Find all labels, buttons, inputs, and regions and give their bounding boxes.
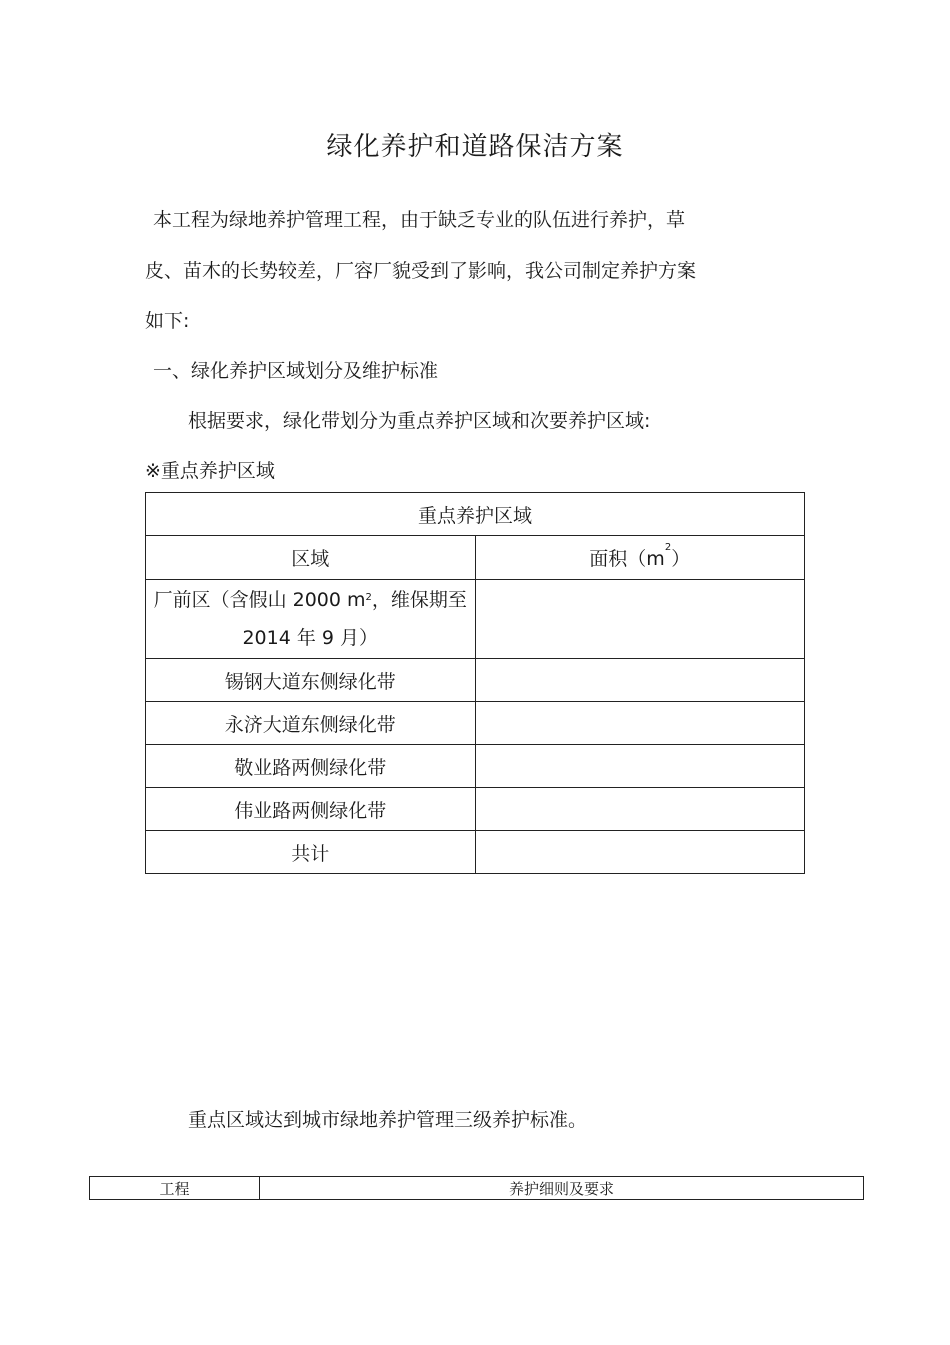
table-caption: 重点养护区域 (146, 493, 805, 536)
size-cell (475, 580, 805, 659)
area-cell: 伟业路两侧绿化带 (146, 788, 476, 831)
area-cell: 敬业路两侧绿化带 (146, 745, 476, 788)
area-cell-text: 厂前区（含假山 2000 m (153, 589, 366, 611)
column-header-size (475, 536, 805, 580)
section-1-paragraph: 根据要求，绿化带划分为重点养护区域和次要养护区域: (188, 410, 651, 432)
table-row (146, 702, 805, 745)
maintenance-spec-table (89, 1176, 864, 1200)
table-header-row (90, 1177, 864, 1200)
intro-paragraph-line-1: 本工程为绿地养护管理工程，由于缺乏专业的队伍进行养护，草 (153, 209, 686, 231)
intro-paragraph-line-2: 皮、苗木的长势较差，厂容厂貌受到了影响，我公司制定养护方案 (145, 260, 697, 282)
superscript: 2 (365, 592, 372, 603)
area-cell-text-line-2: 2014 年 9 月） (242, 627, 379, 649)
key-maintenance-area-table (145, 492, 805, 874)
column-header-size-text: 面积（m (589, 548, 665, 570)
document-title: 绿化养护和道路保洁方案 (326, 132, 624, 162)
size-cell (475, 788, 805, 831)
column-header-details: 养护细则及要求 (260, 1177, 864, 1200)
area-cell: 锡钢大道东侧绿化带 (146, 659, 476, 702)
size-cell (475, 659, 805, 702)
column-header-area: 区域 (146, 536, 476, 580)
superscript: 2 (664, 542, 672, 553)
total-size-cell (475, 831, 805, 874)
table-row (146, 659, 805, 702)
area-cell-text-continued: ，维保期至 (371, 589, 467, 611)
table-row (146, 745, 805, 788)
area-cell (146, 580, 476, 659)
standard-paragraph: 重点区域达到城市绿地养护管理三级养护标准。 (188, 1109, 588, 1131)
size-cell (475, 745, 805, 788)
size-cell (475, 702, 805, 745)
key-area-marker: ※重点养护区域 (145, 460, 275, 482)
table-caption-row (146, 493, 805, 536)
column-header-size-suffix: ） (671, 548, 691, 570)
area-cell: 永济大道东侧绿化带 (146, 702, 476, 745)
column-header-project: 工程 (90, 1177, 260, 1200)
intro-paragraph-line-3: 如下: (145, 310, 190, 332)
table-row (146, 580, 805, 659)
total-label-cell: 共计 (146, 831, 476, 874)
table-header-row (146, 536, 805, 580)
table-row (146, 788, 805, 831)
section-heading-1: 一、绿化养护区域划分及维护标准 (153, 360, 439, 382)
table-total-row (146, 831, 805, 874)
